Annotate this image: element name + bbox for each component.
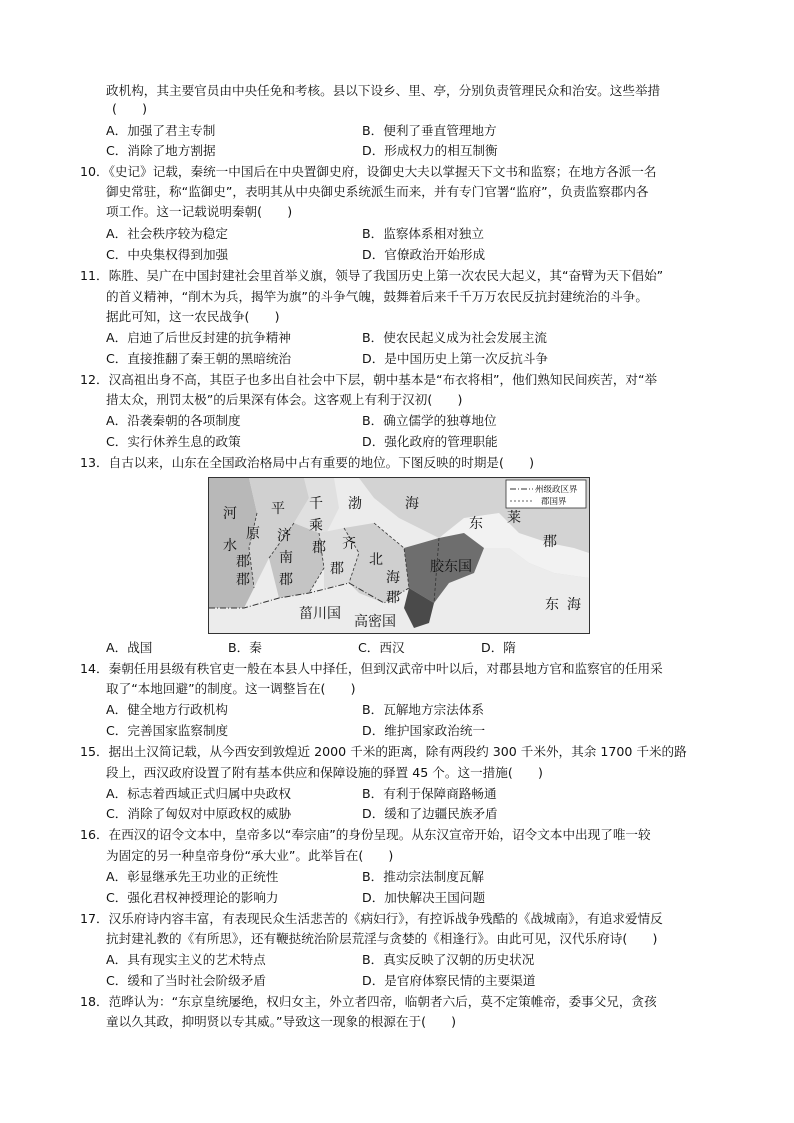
q16-option-a[interactable]: A．彰显继承先王功业的正统性 <box>106 869 279 884</box>
q9-option-b[interactable]: B．便利了垂直管理地方 <box>362 123 497 138</box>
map-label: 东 <box>545 597 559 613</box>
q9-option-d[interactable]: D．形成权力的相互制衡 <box>362 143 498 158</box>
map-label: 渤 <box>348 496 362 512</box>
q12-text-line1: 12．汉高祖出身不高，其臣子也多出自社会中下层，朝中基本是“布衣将相”，他们熟知民间疾苦，对“举 <box>80 372 658 387</box>
q11-option-b[interactable]: B．使农民起义成为社会发展主流 <box>362 330 547 345</box>
map-label: 菑川国 <box>299 606 341 622</box>
q15-text-line2: 段上，西汉政府设置了附有基本供应和保障设施的驿置 45 个。这一措施( ) <box>106 765 543 780</box>
shandong-map <box>208 477 590 634</box>
q15-option-c[interactable]: C．消除了匈奴对中原政权的威胁 <box>106 806 292 821</box>
q9-option-a[interactable]: A．加强了君主专制 <box>106 123 216 138</box>
q15-text-line1: 15．据出土汉简记载，从今西安到敦煌近 2000 千米的距离，除有两段约 300 千米外，其余 1700 千米的路 <box>80 744 687 759</box>
q17-text-line1: 17．汉乐府诗内容丰富，有表现民众生活悲苦的《病妇行》，有控诉战争残酷的《战城南》，有追求爱情反 <box>80 911 663 926</box>
q14-text-line1: 14．秦朝任用县级有秩官吏一般在本县人中择任，但到汉武帝中叶以后，对郡县地方官和监察官的任用采 <box>80 661 663 676</box>
map-label: 郡 <box>312 540 326 556</box>
q11-text-line2: 的首义精神，“削木为兵，揭竿为旗”的斗争气魄，鼓舞着后来千千万万农民反抗封建统治的斗争。 <box>106 289 648 304</box>
q13-text-line1: 13．自古以来，山东在全国政治格局中占有重要的地位。下图反映的时期是( ) <box>80 455 535 470</box>
legend-label-commandery: 郡国界 <box>541 497 567 507</box>
q12-option-b[interactable]: B．确立儒学的独尊地位 <box>362 413 497 428</box>
q13-option-d[interactable]: D．隋 <box>481 640 516 655</box>
q11-option-a[interactable]: A．启迪了后世反封建的抗争精神 <box>106 330 291 345</box>
q14-option-b[interactable]: B．瓦解地方宗法体系 <box>362 702 484 717</box>
q18-text-line2: 童以久其政，抑明贤以专其威。”导致这一现象的根源在于( ) <box>106 1014 457 1029</box>
q11-text-line3: 据此可知，这一农民战争( ) <box>106 309 280 324</box>
q12-option-c[interactable]: C．实行休养生息的政策 <box>106 434 241 449</box>
map-label: 南 <box>279 550 293 566</box>
q10-option-c[interactable]: C．中央集权得到加强 <box>106 247 229 262</box>
q14-text-line2: 取了“本地回避”的制度。这一调整旨在( ) <box>106 681 356 696</box>
q10-option-a[interactable]: A．社会秩序较为稳定 <box>106 226 228 241</box>
map-label: 东 <box>469 516 483 532</box>
q16-option-c[interactable]: C．强化君权神授理论的影响力 <box>106 890 279 905</box>
q10-option-d[interactable]: D．官僚政治开始形成 <box>362 247 486 262</box>
q12-option-d[interactable]: D．强化政府的管理职能 <box>362 434 498 449</box>
map-label: 莱 <box>507 510 521 526</box>
q12-text-line2: 措太众，刑罚太极”的后果深有体会。这客观上有利于汉初( ) <box>106 392 463 407</box>
q10-text-line3: 项工作。这一记载说明秦朝( ) <box>106 204 293 219</box>
map-label: 郡 <box>543 534 557 550</box>
map-label: 胶东国 <box>430 559 472 575</box>
map-label: 千 <box>309 496 323 512</box>
q14-option-c[interactable]: C．完善国家监察制度 <box>106 723 229 738</box>
q16-option-b[interactable]: B．推动宗法制度瓦解 <box>362 869 484 884</box>
map-label: 原 <box>246 526 260 542</box>
q14-option-a[interactable]: A．健全地方行政机构 <box>106 702 228 717</box>
q15-option-b[interactable]: B．有利于保障商路畅通 <box>362 786 497 801</box>
q13-option-a[interactable]: A．战国 <box>106 640 153 655</box>
map-label: 北 <box>369 552 383 568</box>
legend-label-prefecture: 州级政区界 <box>535 485 578 495</box>
map-label: 郡 <box>279 572 293 588</box>
q17-option-a[interactable]: A．具有现实主义的艺术特点 <box>106 952 266 967</box>
q9-option-c[interactable]: C．消除了地方割据 <box>106 143 216 158</box>
q17-option-d[interactable]: D．是官府体察民情的主要渠道 <box>362 973 536 988</box>
q11-text-line1: 11．陈胜、吴广在中国封建社会里首举义旗，领导了我国历史上第一次农民大起义，其“奋臂为天下倡始” <box>80 268 664 283</box>
q11-option-c[interactable]: C．直接推翻了秦王朝的黑暗统治 <box>106 351 292 366</box>
map-label: 平 <box>271 501 285 517</box>
q12-option-a[interactable]: A．沿袭秦朝的各项制度 <box>106 413 241 428</box>
map-label: 乘 <box>309 518 323 534</box>
q11-option-d[interactable]: D．是中国历史上第一次反抗斗争 <box>362 351 549 366</box>
q13-option-b[interactable]: B．秦 <box>228 640 262 655</box>
q16-option-d[interactable]: D．加快解决王国问题 <box>362 890 486 905</box>
q17-text-line2: 抗封建礼教的《有所思》，还有鞭挞统治阶层荒淫与贪婪的《相逢行》。由此可见，汉代乐府诗( ) <box>106 931 658 946</box>
map-label: 海 <box>386 570 400 586</box>
map-label: 海 <box>567 597 581 613</box>
q14-option-d[interactable]: D．维护国家政治统一 <box>362 723 486 738</box>
map-label: 郡 <box>236 554 250 570</box>
map-label: 郡 <box>330 561 344 577</box>
q17-option-c[interactable]: C．缓和了当时社会阶级矛盾 <box>106 973 266 988</box>
map-label: 水 <box>223 538 237 554</box>
map-label: 郡 <box>236 572 250 588</box>
q10-option-b[interactable]: B．监察体系相对独立 <box>362 226 484 241</box>
q16-text-line1: 16．在西汉的诏令文本中，皇帝多以“奉宗庙”的身份呈现。从东汉宣帝开始，诏令文本中出现了唯一较 <box>80 827 651 842</box>
map-label: 齐 <box>342 536 356 552</box>
q13-option-c[interactable]: C．西汉 <box>358 640 405 655</box>
map-label: 河 <box>223 506 237 522</box>
q18-text-line1: 18．范晔认为：“东京皇统屡绝，权归女主，外立者四帝，临朝者六后，莫不定策帷帝，委事父兄，贪孩 <box>80 994 657 1009</box>
map-label: 高密国 <box>354 614 396 630</box>
q15-option-a[interactable]: A．标志着西域正式归属中央政权 <box>106 786 291 801</box>
q9-answer-blank: ( ) <box>112 101 148 116</box>
q10-text-line1: 10．《史记》记载，秦统一中国后在中央置御史府，设御史大夫以掌握天下文书和监察；在地方各派一名 <box>80 164 657 179</box>
map-label: 海 <box>405 496 419 512</box>
map-label: 郡 <box>386 590 400 606</box>
q17-option-b[interactable]: B．真实反映了汉朝的历史状况 <box>362 952 535 967</box>
q16-text-line2: 为固定的另一种皇帝身份“承大业”。此举旨在( ) <box>106 848 394 863</box>
q15-option-d[interactable]: D．缓和了边疆民族矛盾 <box>362 806 498 821</box>
q10-text-line2: 御史常驻，称“监御史”，表明其从中央御史系统派生而来，并有专门官署“监府”，负责监察郡内各 <box>106 184 649 199</box>
map-label: 济 <box>277 528 291 544</box>
q9-text-line1: 政机构，其主要官员由中央任免和考核。县以下设乡、里、亭，分别负责管理民众和治安。这些举措 <box>106 83 661 98</box>
